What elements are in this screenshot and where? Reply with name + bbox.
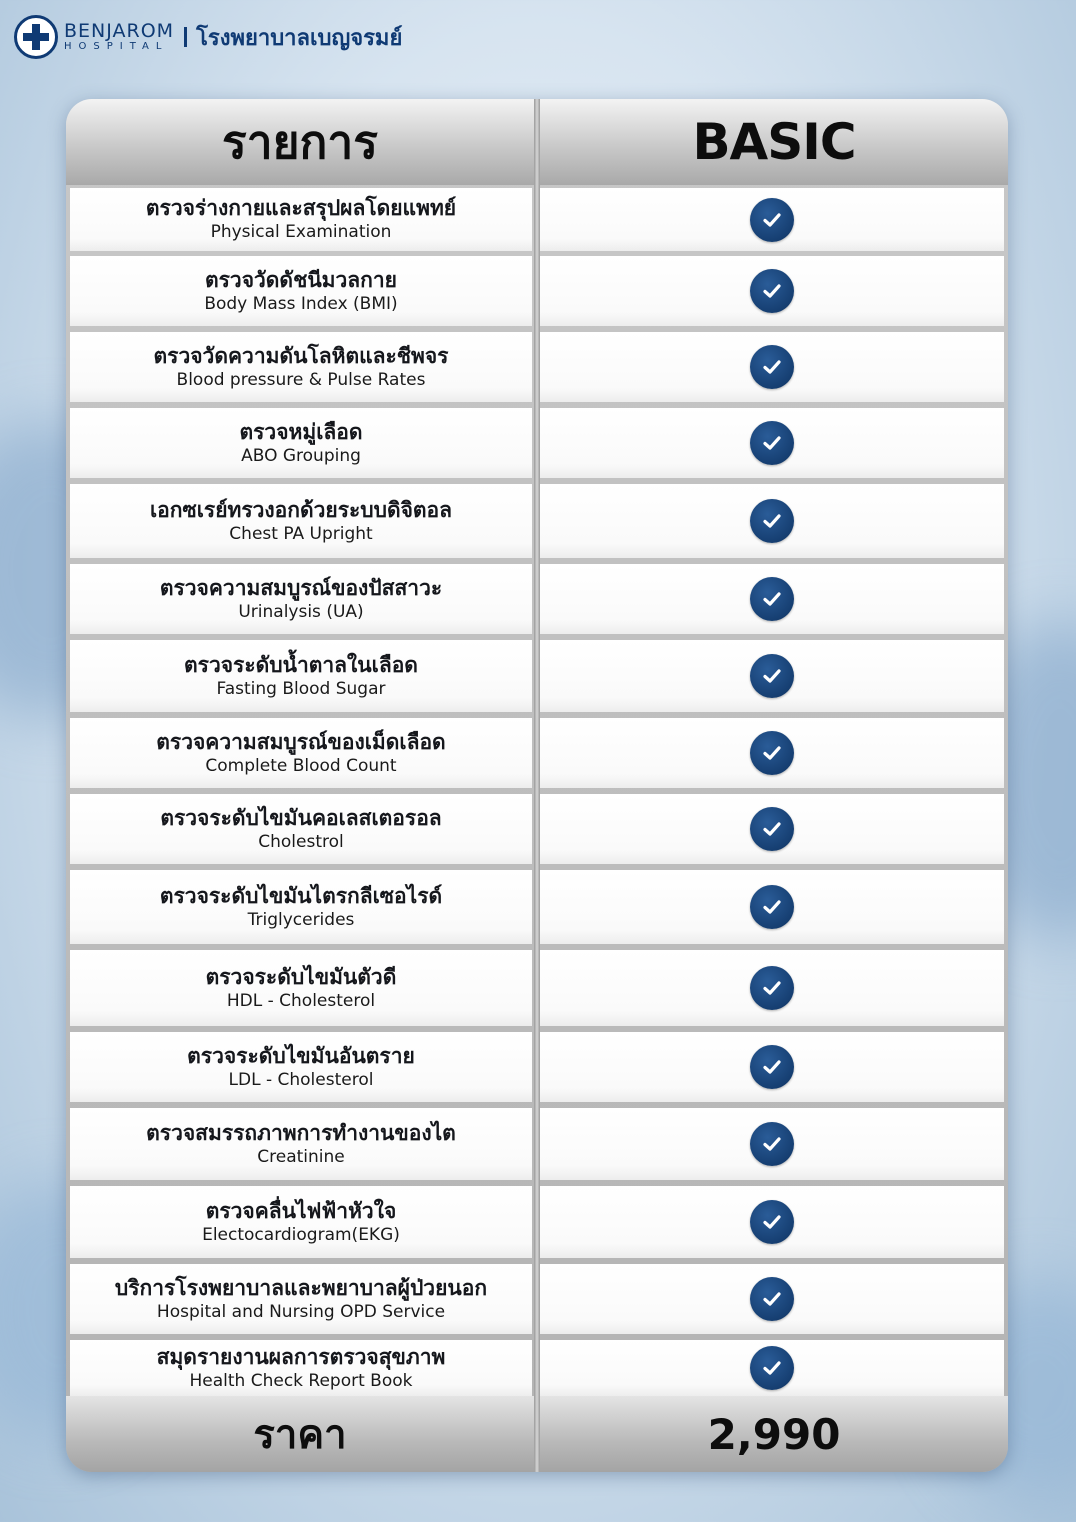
item-thai-label: ตรวจระดับไขมันไตรกลีเซอไรด์ <box>159 883 443 908</box>
included-cell <box>540 794 1004 864</box>
table-row <box>70 1108 1004 1180</box>
item-english-label: Complete Blood Count <box>205 755 397 776</box>
included-cell <box>540 332 1004 402</box>
header-divider <box>184 27 187 47</box>
table-row <box>70 256 1004 326</box>
brand-name: BENJAROM <box>64 20 175 42</box>
item-thai-label: ตรวจความสมบูรณ์ของเม็ดเลือด <box>156 729 446 754</box>
included-cell <box>540 256 1004 326</box>
item-english-label: HDL - Cholesterol <box>226 990 376 1011</box>
item-cell <box>70 256 532 326</box>
table-row <box>70 484 1004 558</box>
item-cell <box>70 794 532 864</box>
table-row <box>70 1340 1004 1396</box>
table-row <box>70 188 1004 251</box>
table-row <box>70 718 1004 788</box>
item-cell <box>70 408 532 478</box>
item-english-label: Health Check Report Book <box>189 1370 413 1391</box>
item-english-label: Fasting Blood Sugar <box>216 678 386 699</box>
table-row <box>70 950 1004 1026</box>
item-cell <box>70 718 532 788</box>
check-circle-icon <box>750 1200 794 1244</box>
item-thai-label: ตรวจความสมบูรณ์ของปัสสาวะ <box>159 575 443 600</box>
included-cell <box>540 870 1004 944</box>
price-value: 2,990 <box>540 1396 1008 1472</box>
item-thai-label: เอกซเรย์ทรวงอกด้วยระบบดิจิตอล <box>149 497 453 522</box>
item-cell <box>70 950 532 1026</box>
item-cell <box>70 1032 532 1102</box>
check-circle-icon <box>750 577 794 621</box>
column-header-item: รายการ <box>66 99 534 185</box>
item-english-label: LDL - Cholesterol <box>228 1069 374 1090</box>
included-cell <box>540 1108 1004 1180</box>
included-cell <box>540 1340 1004 1396</box>
item-cell <box>70 332 532 402</box>
included-cell <box>540 484 1004 558</box>
included-cell <box>540 564 1004 634</box>
included-cell <box>540 1032 1004 1102</box>
item-cell <box>70 1108 532 1180</box>
check-circle-icon <box>750 269 794 313</box>
table-row <box>70 870 1004 944</box>
item-cell <box>70 870 532 944</box>
included-cell <box>540 640 1004 712</box>
item-thai-label: ตรวจคลื่นไฟฟ้าหัวใจ <box>205 1198 397 1223</box>
item-cell <box>70 1340 532 1396</box>
item-english-label: Chest PA Upright <box>229 523 373 544</box>
item-thai-label: ตรวจวัดดัชนีมวลกาย <box>204 267 397 292</box>
included-cell <box>540 408 1004 478</box>
included-cell <box>540 1264 1004 1334</box>
check-circle-icon <box>750 345 794 389</box>
table-header-row <box>66 99 1008 185</box>
hospital-header <box>14 12 402 62</box>
check-circle-icon <box>750 654 794 698</box>
table-row <box>70 408 1004 478</box>
check-circle-icon <box>750 731 794 775</box>
item-thai-label: ตรวจวัดความดันโลหิตและชีพจร <box>153 343 449 368</box>
item-english-label: Cholestrol <box>258 831 344 852</box>
table-row <box>70 1264 1004 1334</box>
check-circle-icon <box>750 198 794 242</box>
item-cell <box>70 484 532 558</box>
table-row <box>70 640 1004 712</box>
item-english-label: Physical Examination <box>210 222 392 243</box>
item-thai-label: ตรวจระดับน้ำตาลในเลือด <box>184 652 418 677</box>
item-english-label: ABO Grouping <box>241 445 361 466</box>
check-circle-icon <box>750 885 794 929</box>
check-circle-icon <box>750 807 794 851</box>
check-circle-icon <box>750 1122 794 1166</box>
item-thai-label: ตรวจหมู่เลือด <box>239 419 363 444</box>
table-row <box>70 1186 1004 1258</box>
item-thai-label: ตรวจระดับไขมันคอเลสเตอรอล <box>160 805 442 830</box>
item-cell <box>70 640 532 712</box>
column-header-package: BASIC <box>540 99 1008 185</box>
check-circle-icon <box>750 1277 794 1321</box>
included-cell <box>540 1186 1004 1258</box>
item-thai-label: สมุดรายงานผลการตรวจสุขภาพ <box>156 1344 446 1369</box>
item-english-label: Hospital and Nursing OPD Service <box>156 1301 446 1322</box>
table-row <box>70 564 1004 634</box>
check-circle-icon <box>750 499 794 543</box>
item-cell <box>70 1186 532 1258</box>
item-english-label: Triglycerides <box>247 909 355 930</box>
included-cell <box>540 718 1004 788</box>
item-english-label: Creatinine <box>257 1146 345 1167</box>
check-circle-icon <box>750 966 794 1010</box>
item-english-label: Body Mass Index (BMI) <box>204 293 398 314</box>
item-cell <box>70 188 532 251</box>
item-thai-label: ตรวจระดับไขมันอันตราย <box>187 1043 415 1068</box>
price-label: ราคา <box>66 1396 534 1472</box>
medical-cross-icon <box>14 15 58 59</box>
price-row <box>66 1396 1008 1472</box>
included-cell <box>540 950 1004 1026</box>
item-thai-label: ตรวจร่างกายและสรุปผลโดยแพทย์ <box>145 196 457 221</box>
item-cell <box>70 564 532 634</box>
check-circle-icon <box>750 1045 794 1089</box>
item-cell <box>70 1264 532 1334</box>
item-english-label: Electocardiogram(EKG) <box>202 1224 400 1245</box>
check-circle-icon <box>750 421 794 465</box>
item-thai-label: บริการโรงพยาบาลและพยาบาลผู้ป่วยนอก <box>114 1275 488 1300</box>
brand-subtitle: HOSPITAL <box>64 41 169 52</box>
table-row <box>70 794 1004 864</box>
brand-thai-name: โรงพยาบาลเบญจรมย์ <box>196 25 403 51</box>
item-thai-label: ตรวจสมรรถภาพการทำงานของไต <box>146 1120 456 1145</box>
table-row <box>70 332 1004 402</box>
included-cell <box>540 188 1004 251</box>
item-english-label: Urinalysis (UA) <box>238 601 364 622</box>
item-english-label: Blood pressure & Pulse Rates <box>176 369 426 390</box>
checkup-package-table <box>66 99 1008 1472</box>
brand-logo-text <box>64 22 174 52</box>
table-row <box>70 1032 1004 1102</box>
check-circle-icon <box>750 1346 794 1390</box>
item-thai-label: ตรวจระดับไขมันตัวดี <box>205 964 397 989</box>
